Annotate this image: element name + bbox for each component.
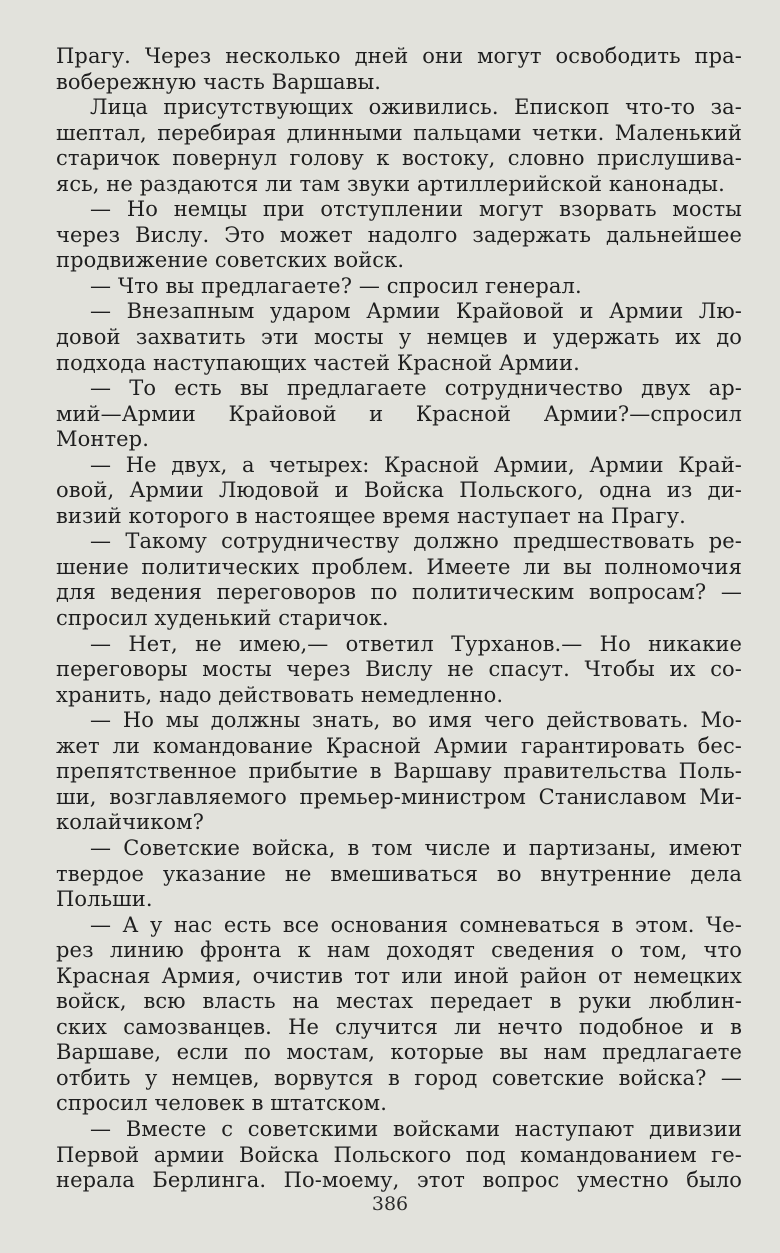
text-line: — Внезапным ударом Армии Крайовой и Армии Лю- bbox=[90, 299, 742, 324]
text-line: мий—Армии Крайовой и Красной Армии?—спросил bbox=[56, 401, 742, 426]
text-line: Красная Армия, очистив тот или иной район от немецких bbox=[56, 963, 742, 988]
text-line: хранить, надо действовать немедленно. bbox=[56, 682, 504, 707]
paragraph bbox=[56, 274, 742, 300]
text-line: — Такому сотрудничеству должно предшествовать ре- bbox=[90, 529, 742, 554]
text-line: отбить у немцев, ворвутся в город советские войска? — bbox=[56, 1065, 742, 1090]
text-line: рез линию фронта к нам доходят сведения о том, что bbox=[56, 938, 742, 963]
text-line: — А у нас есть все основания сомневаться в этом. Че- bbox=[90, 912, 742, 937]
paragraph bbox=[56, 299, 742, 376]
text-line: переговоры мосты через Вислу не спасут. Чтобы их со- bbox=[56, 657, 742, 682]
text-line: ясь, не раздаются ли там звуки артиллерийской канонады. bbox=[56, 171, 725, 196]
paragraph bbox=[56, 632, 742, 709]
paragraph bbox=[56, 376, 742, 453]
text-line: нерала Берлинга. По-моему, этот вопрос уместно было bbox=[56, 1168, 742, 1193]
text-line: Польши. bbox=[56, 887, 153, 912]
paragraph bbox=[56, 95, 742, 197]
text-line: твердое указание не вмешиваться во внутренние дела bbox=[56, 861, 742, 886]
text-line: для ведения переговоров по политическим вопросам? — bbox=[56, 580, 742, 605]
text-line: визий которого в настоящее время наступает на Прагу. bbox=[56, 503, 686, 528]
paragraph bbox=[56, 44, 742, 95]
text-line: спросил худенький старичок. bbox=[56, 606, 389, 631]
text-line: спросил человек в штатском. bbox=[56, 1091, 387, 1116]
text-line: — Нет, не имею,— ответил Турханов.— Но никакие bbox=[90, 631, 742, 656]
paragraph bbox=[56, 197, 742, 274]
text-line: Монтер. bbox=[56, 427, 150, 452]
text-line: — Но мы должны знать, во имя чего действовать. Мо- bbox=[90, 708, 742, 733]
text-line: препятственное прибытие в Варшаву правительства Поль- bbox=[56, 759, 742, 784]
paragraph bbox=[56, 529, 742, 631]
page-text bbox=[56, 44, 742, 1194]
text-line: жет ли командование Красной Армии гарантировать бес- bbox=[56, 733, 742, 758]
text-line: Варшаве, если по мостам, которые вы нам предлагаете bbox=[56, 1040, 742, 1065]
text-line: — То есть вы предлагаете сотрудничество двух ар- bbox=[90, 376, 742, 401]
paragraph bbox=[56, 836, 742, 913]
page-number: 386 bbox=[371, 1193, 409, 1215]
paragraph bbox=[56, 1117, 742, 1194]
text-line: овой, Армии Людовой и Войска Польского, одна из ди- bbox=[56, 478, 742, 503]
text-line: Прагу. Через несколько дней они могут освободить пра- bbox=[56, 44, 742, 68]
paragraph bbox=[56, 708, 742, 836]
paragraph bbox=[56, 453, 742, 530]
text-line: Лица присутствующих оживились. Епископ что-то за- bbox=[90, 95, 742, 120]
text-line: через Вислу. Это может надолго задержать дальнейшее bbox=[56, 222, 742, 247]
text-line: довой захватить эти мосты у немцев и удержать их до bbox=[56, 325, 742, 350]
text-line: продвижение советских войск. bbox=[56, 248, 405, 273]
text-line: шептал, перебирая длинными пальцами четки. Маленький bbox=[56, 120, 742, 145]
paragraph bbox=[56, 913, 742, 1117]
text-line: колайчиком? bbox=[56, 810, 204, 835]
text-line: — Но немцы при отступлении могут взорвать мосты bbox=[90, 197, 742, 222]
text-line: Первой армии Войска Польского под командованием ге- bbox=[56, 1142, 742, 1167]
text-line: войск, всю власть на местах передает в руки люблин- bbox=[56, 989, 742, 1014]
text-line: — Советские войска, в том числе и партизаны, имеют bbox=[90, 835, 742, 860]
text-line: шение политических проблем. Имеете ли вы полномочия bbox=[56, 554, 742, 579]
text-line: ских самозванцев. Не случится ли нечто подобное и в bbox=[56, 1014, 742, 1039]
text-line: старичок повернул голову к востоку, словно прислушива- bbox=[56, 146, 742, 171]
text-line: подхода наступающих частей Красной Армии. bbox=[56, 350, 580, 375]
text-line: ши, возглавляемого премьер-министром Станиславом Ми- bbox=[56, 784, 742, 809]
text-line: вобережную часть Варшавы. bbox=[56, 69, 382, 94]
text-line: — Вместе с советскими войсками наступают дивизии bbox=[90, 1116, 742, 1141]
text-line: — Не двух, а четырех: Красной Армии, Армии Край- bbox=[90, 452, 742, 477]
text-line: — Что вы предлагаете? — спросил генерал. bbox=[90, 273, 582, 298]
